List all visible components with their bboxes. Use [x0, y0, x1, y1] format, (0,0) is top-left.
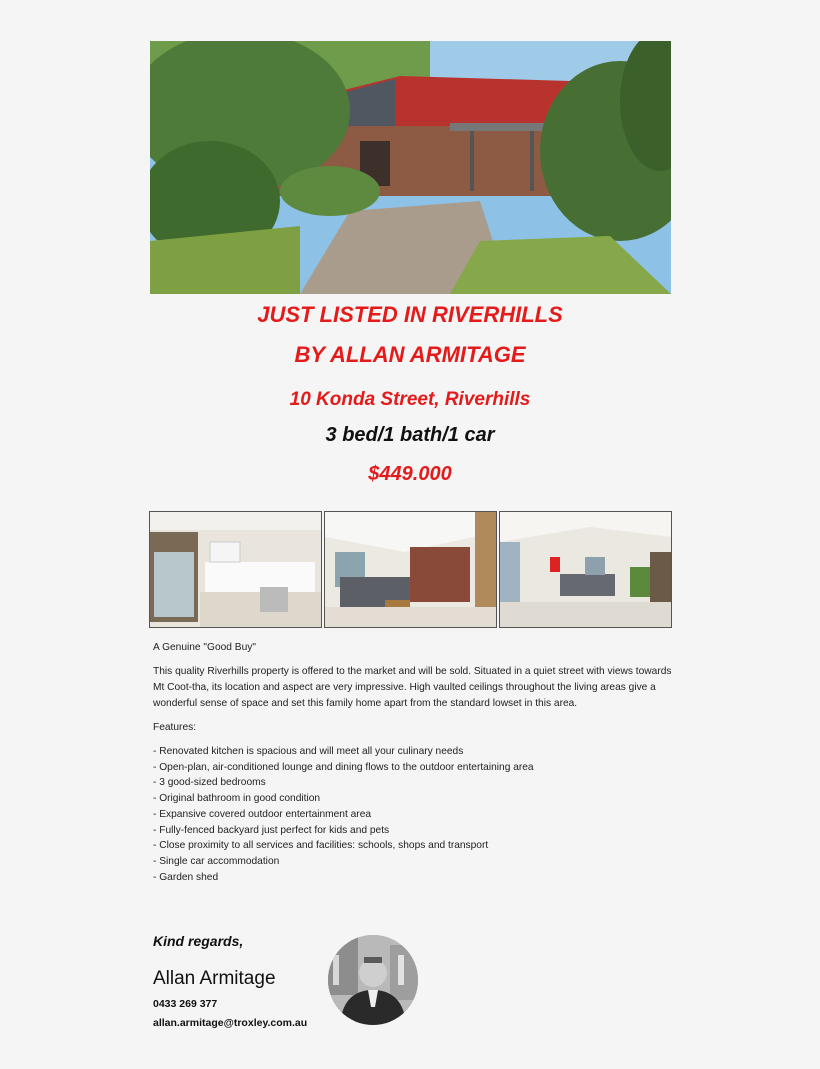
features-heading: Features:	[153, 722, 197, 733]
tagline: A Genuine "Good Buy"	[153, 642, 256, 653]
feature-item: - Close proximity to all services and facilities: schools, shops and transport	[153, 840, 489, 852]
feature-item: - Expansive covered outdoor entertainment area	[153, 808, 372, 820]
photo-gallery	[149, 511, 672, 628]
feature-item: - Open-plan, air-conditioned lounge and dining flows to the outdoor entertaining area	[153, 761, 534, 773]
description-paragraph: This quality Riverhills property is offered to the market and will be sold. Situated in a quiet street with views towards Mt Coot-tha, its location and aspect are very impressive. High vaulted ceilings throughout the living areas give a wonderful sense of space and set this family home apart from the standard lowset in this area.	[153, 666, 672, 709]
agent-phone[interactable]: 0433 269 377	[153, 998, 218, 1010]
agent-email[interactable]: allan.armitage@troxley.com.au	[153, 1017, 308, 1029]
agent-name: Allan Armitage	[153, 968, 276, 989]
feature-item: - 3 good-sized bedrooms	[153, 777, 266, 789]
headline-agent: BY ALLAN ARMITAGE	[294, 342, 526, 367]
living-dining-photo	[499, 511, 672, 628]
feature-item: - Renovated kitchen is spacious and will meet all your culinary needs	[153, 746, 464, 757]
listing-description	[153, 640, 673, 885]
sign-off: Kind regards,	[153, 933, 244, 949]
property-price: $449.000	[368, 463, 452, 485]
feature-item: - Original bathroom in good condition	[153, 793, 321, 805]
property-specs: 3 bed/1 bath/1 car	[325, 424, 495, 446]
headline-just-listed: JUST LISTED IN RIVERHILLS	[257, 302, 563, 327]
feature-item: - Single car accommodation	[153, 855, 280, 867]
lounge-photo	[324, 511, 497, 628]
feature-item: - Fully-fenced backyard just perfect for kids and pets	[153, 824, 390, 836]
property-address: 10 Konda Street, Riverhills	[289, 389, 531, 410]
house-exterior-photo	[150, 41, 671, 294]
features-list	[153, 744, 673, 885]
kitchen-photo	[149, 511, 322, 628]
agent-portrait-photo	[328, 935, 418, 1025]
feature-item: - Garden shed	[153, 871, 219, 883]
